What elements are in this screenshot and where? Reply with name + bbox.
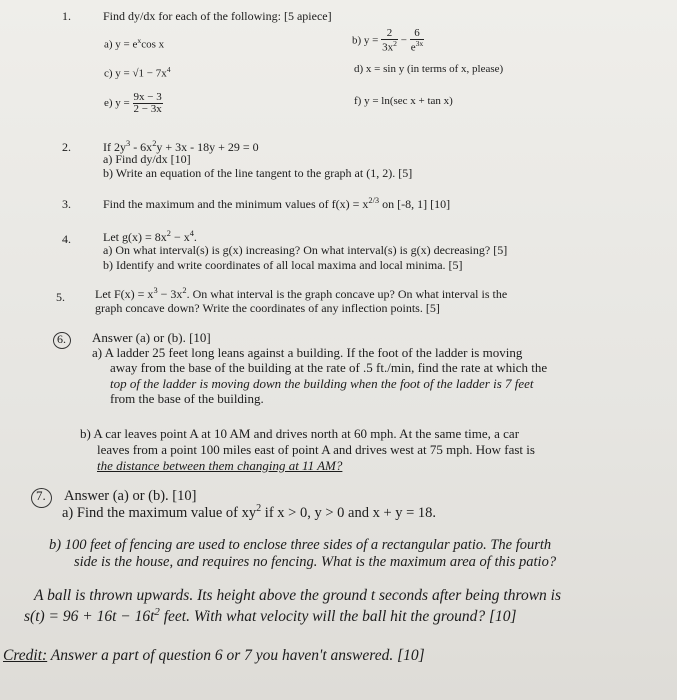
- q6a-line3: top of the ladder is moving down the building when the foot of the ladder is 7 feet: [110, 376, 534, 391]
- q2a: a) Find dy/dx [10]: [103, 152, 191, 166]
- q4-stem: Let $g(x) = 8x^2 - x^4$.: [103, 229, 197, 244]
- q6b-line2: leaves from a point 100 miles east of point A and drives west at 75 mph. How fast is: [97, 442, 535, 457]
- q1-number: 1.: [62, 9, 71, 23]
- q5-number: 5.: [56, 290, 65, 304]
- q2-number: 2.: [62, 140, 71, 154]
- ball-line2: $s(t) = 96 + 16t - 16t^2$ feet. With what velocity will the ball hit the ground? [10]: [24, 606, 517, 626]
- q1d: d) x = sin y (in terms of x, please): [354, 63, 504, 75]
- q7a: a) Find the maximum value of $xy^2$ if x > 0, y > 0 and x + y = 18.: [62, 503, 437, 521]
- q4a: a) On what interval(s) is g(x) increasing? On what interval(s) is g(x) decreasing? [5]: [103, 243, 508, 257]
- q7b-line1: b) 100 feet of fencing are used to enclose three sides of a rectangular patio. The fourth: [49, 537, 552, 553]
- q1c: c) $y = √1 - 7x^4$: [104, 65, 171, 80]
- q6a-line2: away from the base of the building at the rate of .5 ft./min, find the rate at which the: [110, 360, 548, 375]
- q1a: a) $y = e^x\cos$ x: [104, 36, 165, 51]
- q4b: b) Identify and write coordinates of all local maxima and local minima. [5]: [103, 258, 463, 272]
- q2-stem: If $2y^3 - 6x^2y + 3x - 18y + 29 = 0$: [103, 139, 259, 154]
- q5-line1: Let $F(x) = x^3 - 3x^2$. On what interval is the graph concave up? On what interval is the: [95, 286, 508, 301]
- q6a-line1: a) A ladder 25 feet long leans against a building. If the foot of the ladder is moving: [92, 345, 523, 360]
- q1f: f) y = ln(sec x + tan x): [354, 95, 453, 107]
- q6-head: Answer (a) or (b). [10]: [92, 330, 211, 345]
- q6b-line1: b) A car leaves point A at 10 AM and drives north at 60 mph. At the same time, a car: [80, 426, 520, 441]
- q6b-line3: the distance between them changing at 11 AM?: [97, 458, 343, 473]
- q5-line2: graph concave down? Write the coordinates of any inflection points. [5]: [95, 301, 440, 315]
- credit-line: Credit: Answer a part of question 6 or 7 you haven't answered. [10]: [3, 647, 425, 664]
- q4-number: 4.: [62, 232, 71, 246]
- q7-head: Answer (a) or (b). [10]: [64, 488, 197, 504]
- q7-number: 7.: [36, 488, 46, 503]
- ball-line1: A ball is thrown upwards. Its height above the ground t seconds after being thrown is: [34, 587, 561, 604]
- q3-text: Find the maximum and the minimum values of $f(x) = x^{2/3}$ on [-8, 1] [10]: [103, 196, 451, 211]
- q6-number: 6.: [57, 332, 66, 346]
- q6a-line4: from the base of the building.: [110, 391, 264, 406]
- q1e: e) y = $\frac{9x - 3}{2 - 3x}$: [104, 91, 162, 115]
- q3-number: 3.: [62, 197, 71, 211]
- q1b: b) y = $\frac{2}{3x^2}$ − $\frac{6}{e^{3x}}$: [352, 27, 424, 54]
- q2b: b) Write an equation of the line tangent to the graph at (1, 2). [5]: [103, 166, 413, 180]
- q7b-line2: side is the house, and requires no fencing. What is the maximum area of this patio?: [74, 554, 557, 570]
- q1-title: Find dy/dx for each of the following: [5 apiece]: [103, 9, 332, 23]
